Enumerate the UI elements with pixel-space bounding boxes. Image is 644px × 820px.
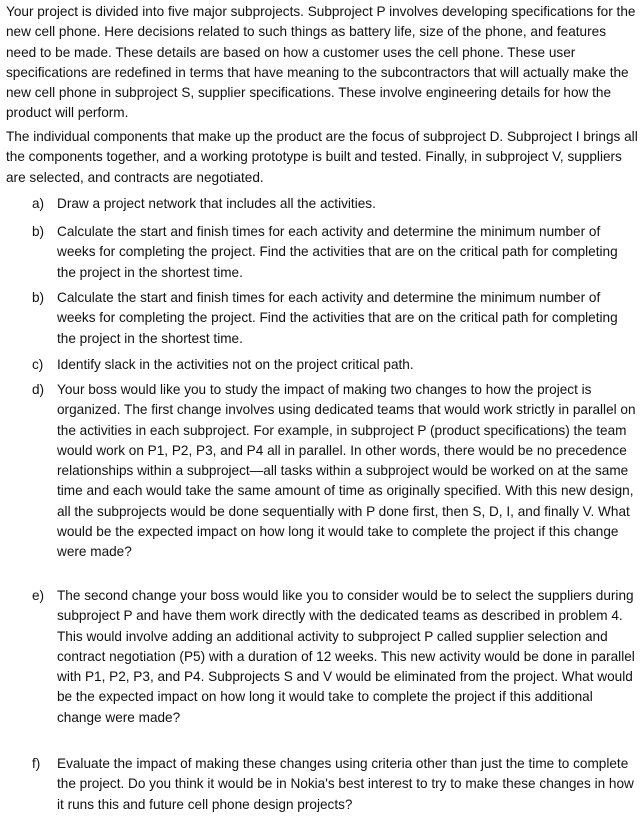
question-text: Calculate the start and finish times for each activity and determine the minimum number of weeks for completing the project. Find the activities that are on the critical path for completing the project in the shortest time. [57,290,618,346]
question-marker: b) [32,224,45,239]
intro-paragraph-continued: The individual components that make up the product are the focus of subproject D. Subproject I brings all the components together, and a working prototype is built and tested. Finally, in subproject V, suppliers are selected, and contracts are negotiated. [6,129,638,185]
question-text: Identify slack in the activities not on the project critical path. [57,357,414,372]
question-marker: e) [32,588,45,603]
question-marker: d) [32,382,45,397]
question-text: Evaluate the impact of making these changes using criteria other than just the time to complete the project. Do you think it would be in Nokia's best interest to try to make these changes in how it runs this and future cell phone design projects? [57,756,634,812]
question-marker: f) [32,756,41,771]
question-marker: c) [32,357,44,372]
question-text: The second change your boss would like you to consider would be to select the suppliers during subproject P and have them work directly with the dedicated teams as described in problem 4. This would involve adding an additional activity to subproject P called supplier selection and contract negotiation (P5) with a duration of 12 weeks. This new activity would be done in parallel with P1, P2, P3, and P4. Subprojects S and V would be eliminated from the project. What would be the expected impact on how long it would take to complete the project if this additional change were made? [57,588,635,725]
question-text: Calculate the start and finish times for each activity and determine the minimum number of weeks for completing the project. Find the activities that are on the critical path for completing the project in the shortest time. [57,224,618,280]
intro-paragraph: Your project is divided into five major subprojects. Subproject P involves developing specifications for the new cell phone. Here decisions related to such things as battery life, size of the phone, and features need to be made. These details are based on how a customer uses the cell phone. These user specifications are redefined in terms that have meaning to the subcontractors that will actually make the new cell phone in subproject S, supplier specifications. These involve engineering details for how the product will perform. [6,4,636,121]
question-text: Your boss would like you to study the impact of making two changes to how the project is organized. The first change involves using dedicated teams that would work strictly in parallel on the activities in each subproject. For example, in subproject P (product specifications) the team would work on P1, P2, P3, and P4 all in parallel. In other words, there would be no precedence relationships within a subproject—all tasks within a subproject would be worked on at the same time and each would take the same amount of time as originally specified. With this new design, all the subprojects would be done sequentially with P done first, then S, D, I, and finally V. What would be the expected impact on how long it would take to complete the project if this change were made? [57,382,636,560]
question-text: Draw a project network that includes all the activities. [57,196,376,211]
question-marker: b) [32,290,45,305]
question-marker: a) [32,196,45,211]
